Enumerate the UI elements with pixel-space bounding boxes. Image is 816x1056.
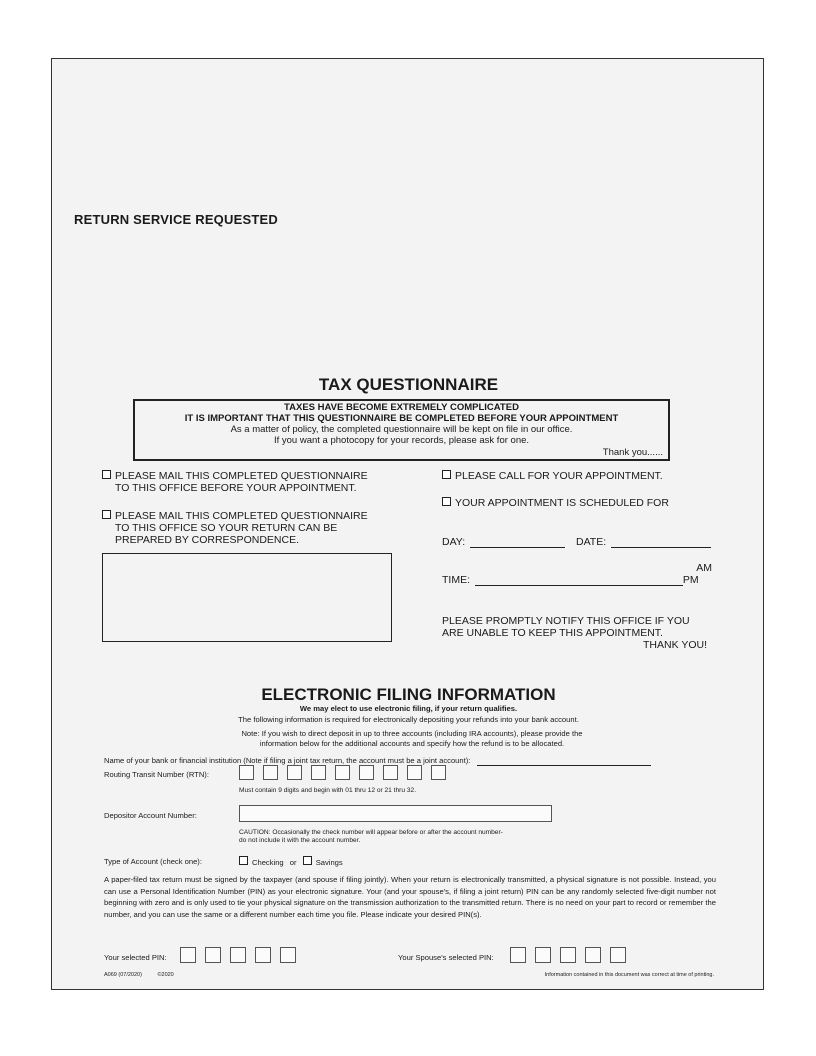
your-pin-boxes	[180, 947, 305, 968]
rtn-digit-boxes	[239, 765, 455, 785]
rtn-label: Routing Transit Number (RTN):	[104, 770, 209, 779]
checking-checkbox[interactable]	[239, 856, 248, 865]
notice-box	[133, 399, 670, 461]
notify-line-1: PLEASE PROMPTLY NOTIFY THIS OFFICE IF YOU	[442, 615, 690, 627]
notice-line-4: If you want a photocopy for your records, please ask for one.	[273, 435, 530, 446]
pin-digit-box[interactable]	[180, 947, 196, 963]
efile-note-line-1: Note: If you wish to direct deposit in up to three accounts (including IRA accounts), please provide the	[241, 729, 583, 738]
bank-name-field[interactable]	[477, 765, 651, 766]
rtn-hint: Must contain 9 digits and begin with 01 thru 12 or 21 thru 32.	[239, 787, 417, 794]
accuracy-note: Information contained in this document was correct at time of printing.	[544, 972, 714, 978]
rtn-digit-box[interactable]	[359, 765, 374, 780]
account-number-label: Depositor Account Number:	[104, 811, 197, 820]
account-type-label: Type of Account (check one):	[104, 857, 202, 866]
account-number-field[interactable]	[239, 805, 552, 822]
return-address-box	[102, 553, 392, 642]
mail-before-line-1: PLEASE MAIL THIS COMPLETED QUESTIONNAIRE	[115, 470, 368, 482]
pm-label: PM	[682, 574, 699, 586]
spouse-pin-boxes	[510, 947, 635, 968]
efile-intro: The following information is required for electronically depositing your refunds into your bank account.	[238, 715, 579, 724]
rtn-digit-box[interactable]	[263, 765, 278, 780]
notice-line-3: As a matter of policy, the completed questionnaire will be kept on file in our office.	[230, 424, 573, 435]
notice-thanks: Thank you......	[602, 447, 663, 458]
caution-line-1: CAUTION: Occasionally the check number will appear before or after the account number-	[239, 829, 503, 836]
caution-note	[239, 829, 503, 845]
checking-label: Checking	[252, 858, 284, 867]
notify-block	[442, 615, 722, 651]
pin-digit-box[interactable]	[280, 947, 296, 963]
or-label: or	[289, 858, 297, 867]
call-appointment-label: PLEASE CALL FOR YOUR APPOINTMENT.	[455, 470, 663, 482]
efile-title: ELECTRONIC FILING INFORMATION	[261, 685, 556, 704]
day-field[interactable]	[470, 547, 565, 548]
pin-digit-box[interactable]	[205, 947, 221, 963]
form-code	[104, 971, 174, 979]
spouse-pin-digit-box[interactable]	[585, 947, 601, 963]
notify-line-2: ARE UNABLE TO KEEP THIS APPOINTMENT.	[442, 627, 663, 639]
rtn-digit-box[interactable]	[287, 765, 302, 780]
am-label: AM	[696, 562, 712, 574]
copyright: ©2020	[157, 972, 174, 978]
your-pin-label: Your selected PIN:	[104, 953, 167, 962]
date-field[interactable]	[611, 547, 711, 548]
call-appointment-checkbox[interactable]	[442, 470, 451, 479]
rtn-digit-box[interactable]	[335, 765, 350, 780]
pin-digit-box[interactable]	[255, 947, 271, 963]
rtn-digit-box[interactable]	[407, 765, 422, 780]
mail-correspondence-checkbox[interactable]	[102, 510, 111, 519]
mail-before-checkbox[interactable]	[102, 470, 111, 479]
day-label: DAY:	[442, 536, 466, 548]
spouse-pin-digit-box[interactable]	[560, 947, 576, 963]
spouse-pin-digit-box[interactable]	[535, 947, 551, 963]
rtn-digit-box[interactable]	[239, 765, 254, 780]
mail-correspondence-option[interactable]	[102, 510, 368, 546]
mail-before-line-2: TO THIS OFFICE BEFORE YOUR APPOINTMENT.	[115, 482, 357, 494]
tax-questionnaire-title: TAX QUESTIONNAIRE	[318, 375, 499, 394]
mail-corr-line-3: PREPARED BY CORRESPONDENCE.	[115, 534, 299, 546]
savings-checkbox[interactable]	[303, 856, 312, 865]
pin-digit-box[interactable]	[230, 947, 246, 963]
mail-corr-line-1: PLEASE MAIL THIS COMPLETED QUESTIONNAIRE	[115, 510, 368, 522]
mail-corr-line-2: TO THIS OFFICE SO YOUR RETURN CAN BE	[115, 522, 338, 534]
caution-line-2: do not include it with the account number.	[239, 837, 361, 844]
efile-note	[192, 729, 632, 748]
return-service-label: RETURN SERVICE REQUESTED	[74, 212, 278, 227]
account-type-options	[239, 856, 343, 868]
notify-thanks: THANK YOU!	[643, 639, 707, 651]
scheduled-label: YOUR APPOINTMENT IS SCHEDULED FOR	[455, 497, 669, 509]
date-label: DATE:	[576, 536, 607, 548]
notice-line-2: IT IS IMPORTANT THAT THIS QUESTIONNAIRE BE COMPLETED BEFORE YOUR APPOINTMENT	[184, 413, 619, 424]
time-field[interactable]	[475, 585, 683, 586]
form-code-text: A069 (07/2020)	[104, 972, 142, 978]
bank-name-label: Name of your bank or financial institution (Note if filing a joint tax return, the account must be a joint account):	[104, 756, 471, 765]
scheduled-option[interactable]	[442, 497, 669, 509]
time-row	[442, 574, 699, 586]
rtn-digit-box[interactable]	[431, 765, 446, 780]
pin-paragraph: A paper-filed tax return must be signed by the taxpayer (and spouse if filing jointly). When your return is electronically transmitted, a physical signature is not possible. Instead, you can use a Personal Identification Number (PIN) as your electronic signature. Your (and your spouse's, if filing a joint return) PIN can be any randomly selected five-digit number not beginning with zero and is only used to tie your physical signature on the transmission authorization to the transmitted return. There is no need on your part to record or remember the number, and you can use the same or a different number each time you file. Please indicate your desired PIN(s).	[104, 875, 716, 919]
efile-subtitle: We may elect to use electronic filing, if your return qualifies.	[299, 704, 518, 713]
rtn-digit-box[interactable]	[383, 765, 398, 780]
questionnaire-page	[51, 58, 764, 990]
notice-line-1: TAXES HAVE BECOME EXTREMELY COMPLICATED	[284, 402, 519, 413]
scheduled-checkbox[interactable]	[442, 497, 451, 506]
call-appointment-option[interactable]	[442, 470, 663, 482]
time-label: TIME:	[442, 574, 470, 586]
savings-label: Savings	[315, 858, 343, 867]
mail-before-option[interactable]	[102, 470, 368, 494]
day-date-row	[442, 536, 711, 548]
spouse-pin-digit-box[interactable]	[510, 947, 526, 963]
spouse-pin-label: Your Spouse's selected PIN:	[398, 953, 494, 962]
rtn-digit-box[interactable]	[311, 765, 326, 780]
efile-note-line-2: information below for the additional accounts and specify how the refund is to be allocated.	[259, 738, 565, 748]
spouse-pin-digit-box[interactable]	[610, 947, 626, 963]
